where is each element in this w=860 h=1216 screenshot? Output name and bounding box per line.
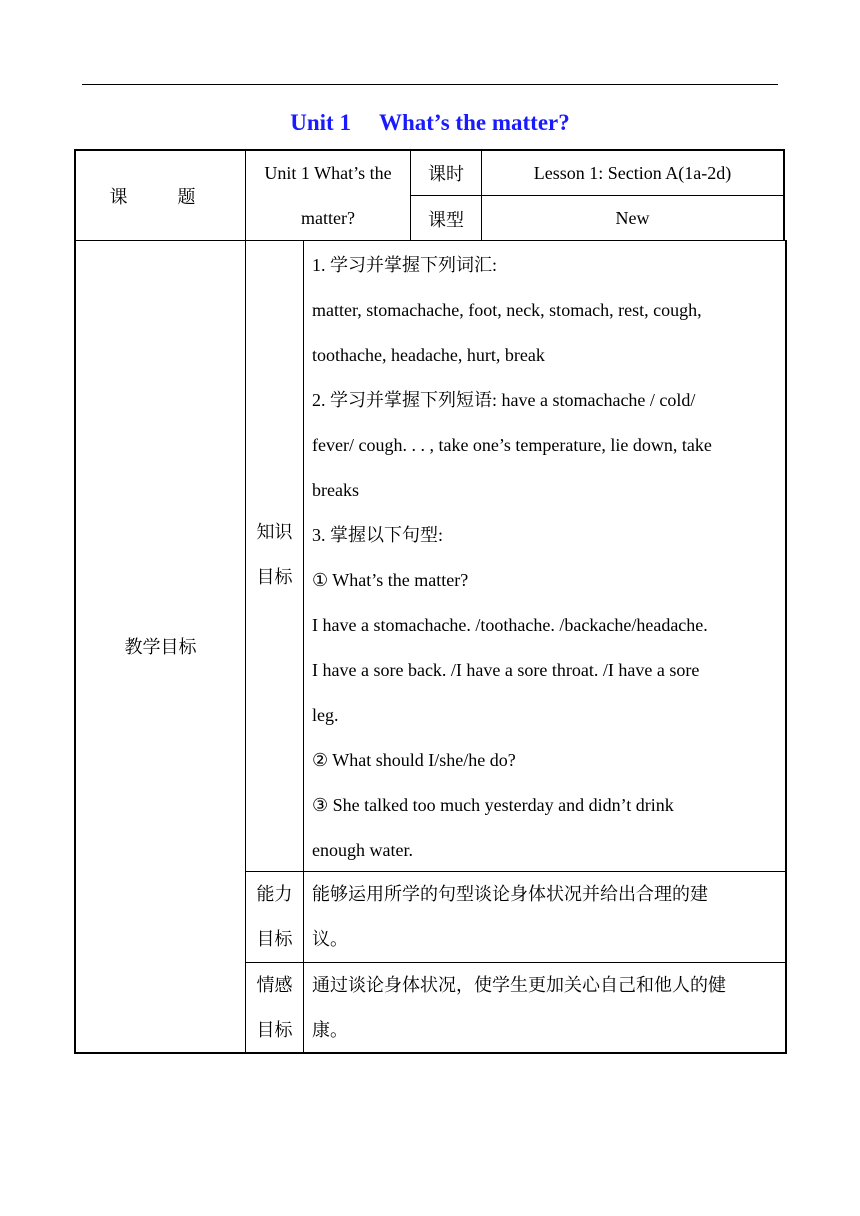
knowledge-line: I have a stomachache. /toothache. /backache/headache. <box>312 615 708 635</box>
header-rule <box>82 84 778 85</box>
knowledge-content <box>304 240 785 871</box>
knowledge-label-line1: 知识 <box>256 522 293 542</box>
period-value: Lesson 1: Section A(1a-2d) <box>482 151 783 196</box>
ability-line: 议。 <box>312 929 348 949</box>
knowledge-label <box>246 240 304 871</box>
emotion-label-line2: 目标 <box>256 1020 293 1040</box>
unit-title-cell <box>246 151 411 241</box>
emotion-label <box>246 963 304 1052</box>
ability-content <box>304 872 785 962</box>
knowledge-line: toothache, headache, hurt, break <box>312 345 545 365</box>
knowledge-line: 2. 学习并掌握下列短语: have a stomachache / cold/ <box>312 390 696 410</box>
knowledge-line: I have a sore back. /I have a sore throat. /I have a sore <box>312 660 700 680</box>
period-label: 课时 <box>411 151 482 196</box>
ability-label <box>246 872 304 962</box>
unit-title: Unit 1 What’s the matter? <box>264 163 392 228</box>
knowledge-line: leg. <box>312 705 339 725</box>
emotion-label-line1: 情感 <box>256 975 293 995</box>
knowledge-line: fever/ cough. . . , take one’s temperature, lie down, take <box>312 435 712 455</box>
knowledge-line: enough water. <box>312 840 413 860</box>
page-title <box>0 110 860 136</box>
topic-label: 课 题 <box>76 151 246 241</box>
title-text: What’s the matter? <box>378 110 570 135</box>
ability-line: 能够运用所学的句型谈论身体状况并给出合理的建 <box>312 884 708 904</box>
knowledge-line: matter, stomachache, foot, neck, stomach, rest, cough, <box>312 300 702 320</box>
emotion-line: 通过谈论身体状况，使学生更加关心自己和他人的健 <box>312 975 726 995</box>
knowledge-line: breaks <box>312 480 359 500</box>
knowledge-line: ② What should I/she/he do? <box>312 750 516 770</box>
title-unit: Unit 1 <box>290 110 351 135</box>
ability-label-line1: 能力 <box>256 884 293 904</box>
ability-label-line2: 目标 <box>256 929 293 949</box>
knowledge-line: ③ She talked too much yesterday and didn’t drink <box>312 795 674 815</box>
type-label: 课型 <box>411 196 482 241</box>
knowledge-line: 1. 学习并掌握下列词汇: <box>312 255 498 275</box>
lesson-info-table <box>74 149 785 241</box>
type-value: New <box>615 208 650 228</box>
knowledge-line: ① What’s the matter? <box>312 570 469 590</box>
knowledge-line: 3. 掌握以下句型: <box>312 525 444 545</box>
emotion-line: 康。 <box>312 1020 348 1040</box>
objectives-table <box>74 240 787 1054</box>
emotion-content <box>304 963 785 1052</box>
knowledge-label-line2: 目标 <box>256 567 293 587</box>
objectives-label: 教学目标 <box>76 240 246 1052</box>
